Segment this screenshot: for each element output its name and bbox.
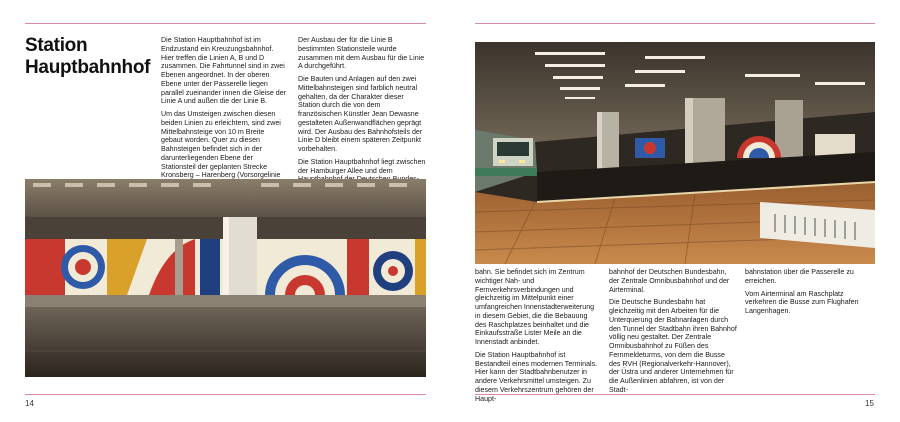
paragraph: bahnhof der Deutschen Bundesbahn, der Zentrale Omnibusbahnhof und der Airterminal. (609, 268, 730, 294)
paragraph: Die Station Hauptbahnhof ist im Endzustand ein Kreuzungsbahnhof. Hier treffen die Linien A, B und D zusammen. Die Fahrtunnel sind in zwei Ebenen angeordnet. In der oberen Ebene unter der Passerelle liegen parallel zueinander innen die Gleise der Linie A und außen die der Linie B. (161, 36, 287, 106)
text-column-2 (298, 36, 426, 188)
paragraph: Die Station Hauptbahnhof ist Bestandteil eines modernen Terminals. Hier kann der Stadtbahnbenutzer in andere Verkehrsmittel umsteigen. Zu diesem Verkehrszentrum gehören der Haupt- (475, 350, 598, 403)
text-column-4 (609, 268, 738, 399)
photo-station-mural (25, 179, 426, 377)
page-number-right: 15 (865, 399, 874, 408)
paragraph: bahnstation über die Passerelle zu erreichen. (745, 268, 854, 285)
top-rule-right (475, 23, 875, 24)
text-column-3 (475, 268, 598, 407)
paragraph: Die Bauten und Anlagen auf den zwei Mittelbahnsteigen sind farblich neutral gehalten, da der Charakter dieser Station durch die von dem französischen Künstler Jean Dewasne gestalteten Außenwandflächen geprägt wird. Der Ausbau des Bahnhofsteils der Linie D bleibt einem späteren Zeitpunkt vorbehalten. (298, 75, 423, 153)
top-rule-left (25, 23, 426, 24)
page-number-left: 14 (25, 399, 34, 408)
paragraph: Die Deutsche Bundesbahn hat gleichzeitig mit den Arbeiten für die Unterquerung der Bahnanlagen durch den Tunnel der Stadtbahn ihren Bahnhof völlig neu gestaltet. Der Zentrale Omnibusbahnhof zu Füßen des Fernmeldeturms, von dem die Busse des RVH (Regionalverkehr-Hannover), der Üstra und anderer Unternehmen für die Außenlinien abfahren, ist von der Stadt- (609, 298, 737, 394)
title-line-1: Station (25, 35, 88, 56)
paragraph: Um das Umsteigen zwischen diesen beiden Linien zu erleichtern, sind zwei Mittelbahnsteige von 10 m Breite gebaut worden. Quer zu diesen Bahnsteigen befindet sich in der darunterliegenden Ebene der Stationsteil der geplanten Strecke Kronsberg – Harenberg (Vorsorgelinie (161, 110, 281, 180)
title-line-2: Hauptbahnhof (25, 57, 151, 78)
paragraph: Vom Airterminal am Raschplatz verkehren die Busse zum Flughafen Langenhagen. (745, 289, 859, 315)
photo-platform-train (475, 42, 875, 264)
bottom-rule-left (25, 394, 426, 395)
paragraph: bahn. Sie befindet sich im Zentrum wichtiger Nah- und Fernverkehrsverbindungen und gleichzeitig im Mittelpunkt einer umfangreichen Innenstadterweiterung in diesem Gebiet, die die Bebauung des Raschplatzes beinhaltet und die Einkaufsstraße Lister Meile an die Innenstadt anbindet. (475, 268, 595, 346)
text-column-5 (745, 268, 871, 320)
page-title (25, 35, 150, 79)
paragraph: Der Ausbau der für die Linie B bestimmten Stationsteile wurde zusammen mit dem Ausbau für die Linie A durchgeführt. (298, 36, 425, 71)
paragraph: Die Station Hauptbahnhof liegt zwischen der Hamburger Allee und dem (298, 157, 426, 175)
text-column-1 (161, 36, 286, 193)
